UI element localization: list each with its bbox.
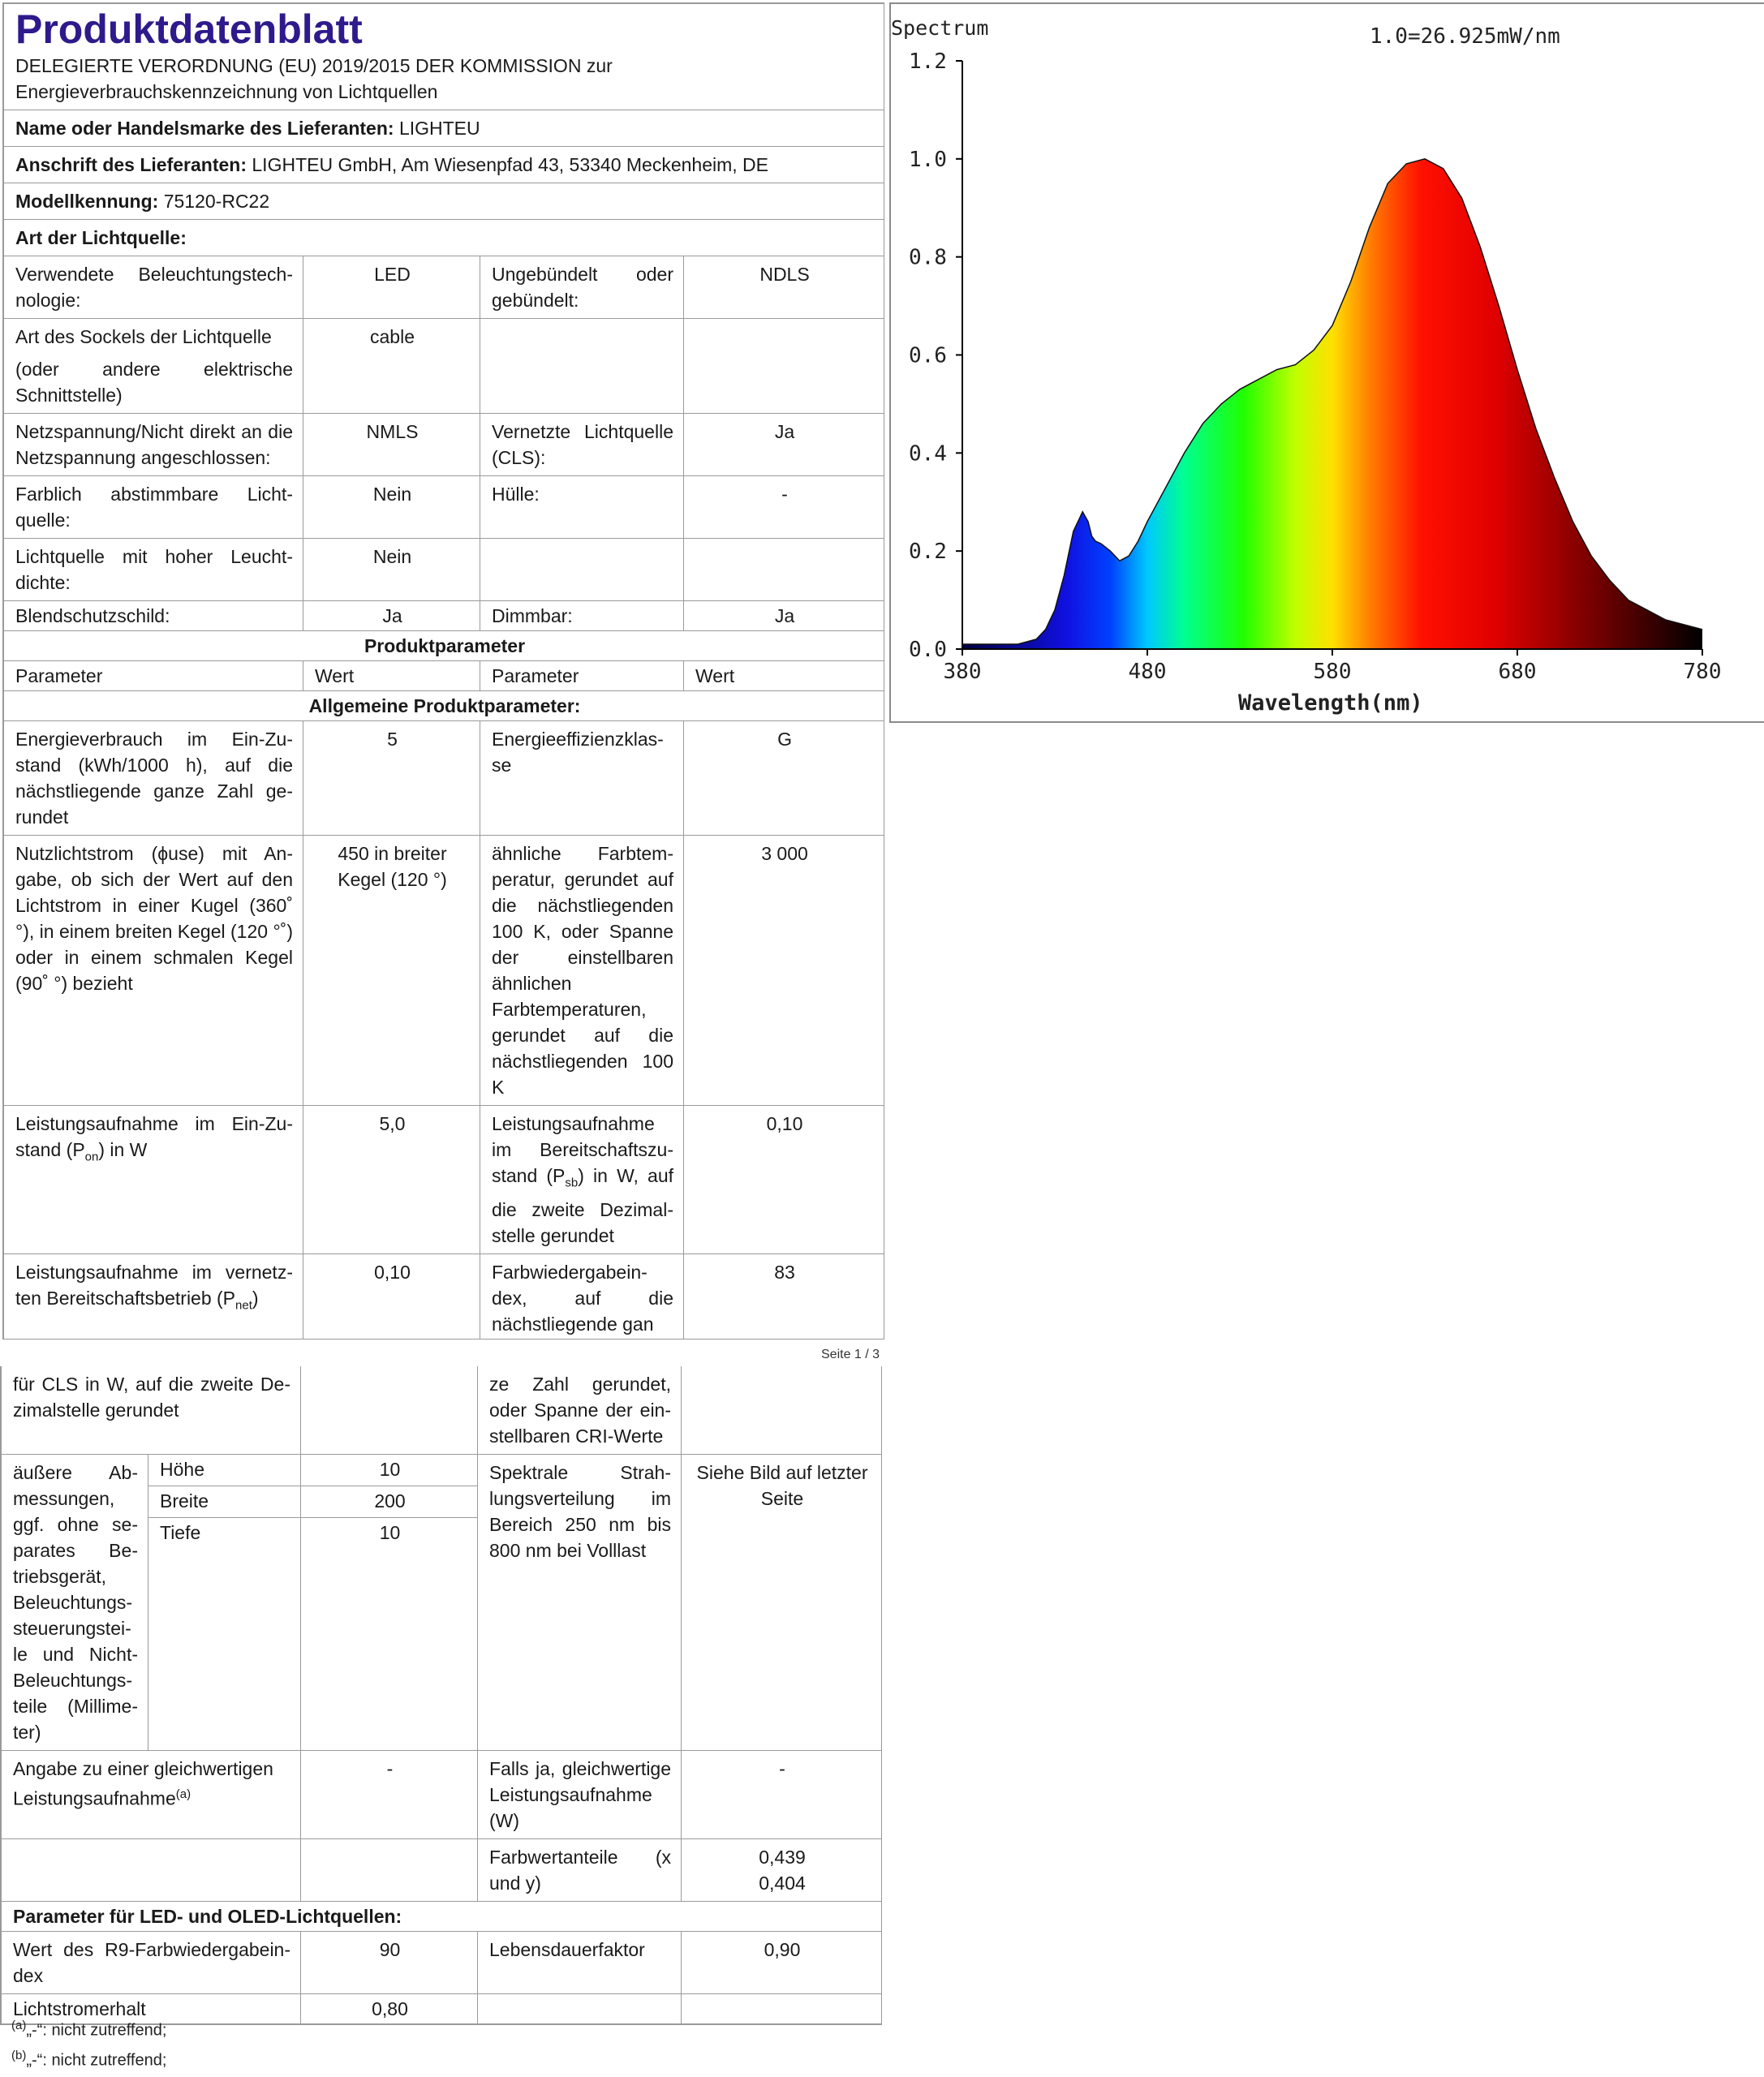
- param-label: für CLS in W, auf die zweite Dezimalstelle gerundet: [2, 1366, 301, 1455]
- param-value: [684, 319, 884, 414]
- spectrum-chart: [889, 2, 1764, 723]
- regulation-subtitle: DELEGIERTE VERORDNUNG (EU) 2019/2015 DER KOMMISSION zur Energieverbrauchskennzeichnung von Lichtquellen: [15, 55, 613, 102]
- param-label: Energieeffizienzklasse: [480, 721, 684, 836]
- product-params-heading: Produktparameter: [4, 631, 884, 661]
- table-row: [2, 1455, 882, 1486]
- led-params-heading: Parameter für LED- und OLED-Lichtquellen:: [2, 1902, 882, 1932]
- param-label: Wert des R9-Farbwiedergabeindex: [2, 1932, 301, 1994]
- chart-annotation: 1.0=26.925mW/nm: [1370, 24, 1560, 49]
- column-header: Wert: [303, 661, 480, 691]
- table-row: [4, 1106, 884, 1254]
- page-number: Seite 1 / 3: [821, 1348, 880, 1361]
- param-label: Vernetzte Lichtquelle (CLS):: [480, 414, 684, 476]
- param-label-text: Leistungsaufnahme im vernetzten Bereitschaftsbetrieb (P: [15, 1261, 293, 1309]
- param-value: -: [301, 1751, 478, 1839]
- param-label: Spektrale Strahlungsverteilung im Bereich 250 nm bis 800 nm bei Volllast: [478, 1455, 682, 1751]
- param-label: ähnliche Farbtemperatur, gerundet auf die nächstliegenden 100 K, oder Spanne der einstellbaren ähnlichen Farbtemperaturen, gerundet auf die nächstliegenden 100 K: [480, 836, 684, 1106]
- chroma-x: 0,439: [759, 1847, 806, 1868]
- footnote-text: „-“: nicht zutreffend;: [26, 2051, 167, 2070]
- param-label: Falls ja, gleichwertige Leistungsaufnahme (W): [478, 1751, 682, 1839]
- datasheet-page-1: [2, 2, 884, 1340]
- table-row: [4, 836, 884, 1106]
- dimension-value: 10: [301, 1518, 478, 1751]
- table-row: [4, 539, 884, 601]
- param-label: Lebensdauerfaktor: [478, 1932, 682, 1994]
- model-label: Modellkennung:: [15, 191, 159, 212]
- table-row: [4, 721, 884, 836]
- param-value: NDLS: [684, 256, 884, 319]
- param-label-subscript: net: [235, 1298, 252, 1313]
- param-label-text: Leistungsaufnahme im Ein-Zustand (P: [15, 1113, 293, 1160]
- y-tick-label: 0.8: [909, 245, 947, 270]
- param-label: [4, 1106, 303, 1254]
- param-label: Farblich abstimmbare Lichtquelle:: [4, 476, 303, 539]
- model-id: 75120-RC22: [163, 191, 270, 212]
- x-tick-label: 580: [1313, 660, 1352, 684]
- param-label: Energieverbrauch im Ein-Zustand (kWh/1000 h), auf die nächstliegende ganze Zahl gerundet: [4, 721, 303, 836]
- param-value: Siehe Bild auf letzter Seite: [682, 1455, 882, 1751]
- column-header: Parameter: [4, 661, 303, 691]
- param-label: Lichtquelle mit hoher Leuchtdichte:: [4, 539, 303, 601]
- param-value: 83: [684, 1254, 884, 1339]
- param-label-subscript: sb: [565, 1176, 579, 1190]
- param-label: [480, 539, 684, 601]
- param-value: -: [682, 1751, 882, 1839]
- table-row: [4, 1254, 884, 1339]
- footnote-mark: (a): [11, 2019, 27, 2032]
- param-label: Farbwiedergabeindex, auf die nächstliegende gan: [480, 1254, 684, 1339]
- param-label: Netzspannung/Nicht direkt an die Netzspannung angeschlossen:: [4, 414, 303, 476]
- param-value: [682, 1839, 882, 1902]
- param-label: [4, 1254, 303, 1339]
- table-row: [4, 256, 884, 319]
- table-row: [4, 476, 884, 539]
- param-value: LED: [303, 256, 480, 319]
- y-tick-label: 1.2: [909, 49, 947, 74]
- table-header-row: [4, 661, 884, 691]
- param-value: -: [684, 476, 884, 539]
- param-value: 0,80: [301, 1994, 478, 2024]
- x-tick-label: 380: [943, 660, 982, 684]
- param-value: 450 in breiter Kegel (120 °): [303, 836, 480, 1106]
- param-label: äußere Abmessungen, ggf. ohne separates Betriebsgerät, Beleuchtungssteuerungsteile und Nicht-Beleuchtungsteile (Millimeter): [2, 1455, 148, 1751]
- datasheet-page-2: [0, 1366, 882, 2025]
- y-tick-label: 1.0: [909, 147, 947, 172]
- param-label: Art des Sockels der Lichtquelle: [15, 326, 272, 347]
- param-label-text: ) in W, auf die zweite Dezimalstelle gerundet: [492, 1165, 673, 1246]
- dimension-value: 10: [301, 1455, 478, 1486]
- param-value: 0,10: [303, 1254, 480, 1339]
- param-value: cable: [303, 319, 480, 414]
- y-tick-label: 0.2: [909, 540, 947, 565]
- param-label: [480, 1106, 684, 1254]
- supplier-name-label: Name oder Handelsmarke des Lieferanten:: [15, 118, 394, 139]
- param-label: [480, 319, 684, 414]
- datasheet-table-top: [3, 3, 884, 1339]
- param-value: 3 000: [684, 836, 884, 1106]
- table-row: [2, 1751, 882, 1839]
- y-tick-label: 0.0: [909, 638, 947, 662]
- footnote-mark: (b): [11, 2049, 27, 2062]
- chart-title: Spectrum: [891, 16, 989, 40]
- dimension-name: Höhe: [148, 1455, 301, 1486]
- param-value: 0,10: [684, 1106, 884, 1254]
- param-value: NMLS: [303, 414, 480, 476]
- param-value: Ja: [303, 601, 480, 631]
- table-row: [2, 1932, 882, 1994]
- param-label: Dimmbar:: [480, 601, 684, 631]
- param-label: Hülle:: [480, 476, 684, 539]
- spectrum-area: [962, 159, 1702, 649]
- supplier-address-label: Anschrift des Lieferanten:: [15, 154, 247, 175]
- page-title: Produktdatenblatt: [15, 6, 363, 52]
- column-header: Parameter: [480, 661, 684, 691]
- param-value: [684, 539, 884, 601]
- param-label: Lichtstromerhalt: [2, 1994, 301, 2024]
- dimension-name: Breite: [148, 1486, 301, 1518]
- spectrum-area-layer: [962, 159, 1702, 649]
- dimension-value: 200: [301, 1486, 478, 1518]
- spectrum-chart-svg: [891, 4, 1764, 721]
- param-label-text: Angabe zu einer gleichwertigen Leistungsaufnahme: [13, 1758, 273, 1809]
- param-value: Nein: [303, 539, 480, 601]
- y-tick-label: 0.4: [909, 441, 947, 467]
- x-tick-label: 480: [1128, 660, 1167, 684]
- param-value: Ja: [684, 414, 884, 476]
- param-label-text: ): [252, 1287, 259, 1309]
- param-label: Nutzlichtstrom (ϕuse) mit Angabe, ob sich der Wert auf den Lichtstrom in einer Kugel (360˚ °), in einem breiten Kegel (120 °˚) oder in einem schmalen Kegel (90˚ °) bezieht: [4, 836, 303, 1106]
- param-value: 0,90: [682, 1932, 882, 1994]
- light-source-type-heading: Art der Lichtquelle:: [4, 220, 884, 256]
- param-label-subscript: on: [84, 1150, 99, 1164]
- param-label: ze Zahl gerundet, oder Spanne der einstellbaren CRI-Werte: [478, 1366, 682, 1455]
- y-tick-label: 0.6: [909, 343, 947, 368]
- param-label-text: Leistungsaufnahme im Bereitschaftszustand (P: [492, 1113, 673, 1186]
- param-label: [2, 1751, 301, 1839]
- column-header: Wert: [684, 661, 884, 691]
- param-value: 90: [301, 1932, 478, 1994]
- footnote-ref: (a): [175, 1787, 191, 1801]
- table-row: [4, 319, 884, 414]
- param-label: Verwendete Beleuchtungstechnologie:: [4, 256, 303, 319]
- param-label: Blendschutzschild:: [4, 601, 303, 631]
- supplier-name: LIGHTEU: [398, 118, 480, 139]
- param-value: Nein: [303, 476, 480, 539]
- param-label: Ungebündelt oder gebündelt:: [480, 256, 684, 319]
- param-label-note: (oder andere elektrische Schnittstelle): [15, 359, 293, 406]
- param-label: Farbwertanteile (x und y): [478, 1839, 682, 1902]
- param-label-text: ) in W: [98, 1139, 148, 1160]
- footnote-b: [11, 2049, 166, 2071]
- param-value: 5,0: [303, 1106, 480, 1254]
- table-row: [2, 1366, 882, 1455]
- footnote-a: [11, 2019, 166, 2040]
- table-row: [4, 414, 884, 476]
- param-value: G: [684, 721, 884, 836]
- x-tick-label: 780: [1683, 660, 1722, 684]
- chroma-y: 0,404: [759, 1873, 806, 1894]
- general-params-heading: Allgemeine Produktparameter:: [4, 691, 884, 721]
- param-value: 5: [303, 721, 480, 836]
- table-row: [2, 1839, 882, 1902]
- footnote-text: „-“: nicht zutreffend;: [26, 2021, 167, 2040]
- x-axis-label: Wavelength(nm): [1238, 690, 1423, 716]
- datasheet-table-bottom: [1, 1366, 882, 2024]
- param-value: Ja: [684, 601, 884, 631]
- x-tick-label: 680: [1498, 660, 1537, 684]
- table-row: [4, 601, 884, 631]
- supplier-address: LIGHTEU GmbH, Am Wiesenpfad 43, 53340 Meckenheim, DE: [252, 154, 768, 175]
- dimension-name: Tiefe: [148, 1518, 301, 1751]
